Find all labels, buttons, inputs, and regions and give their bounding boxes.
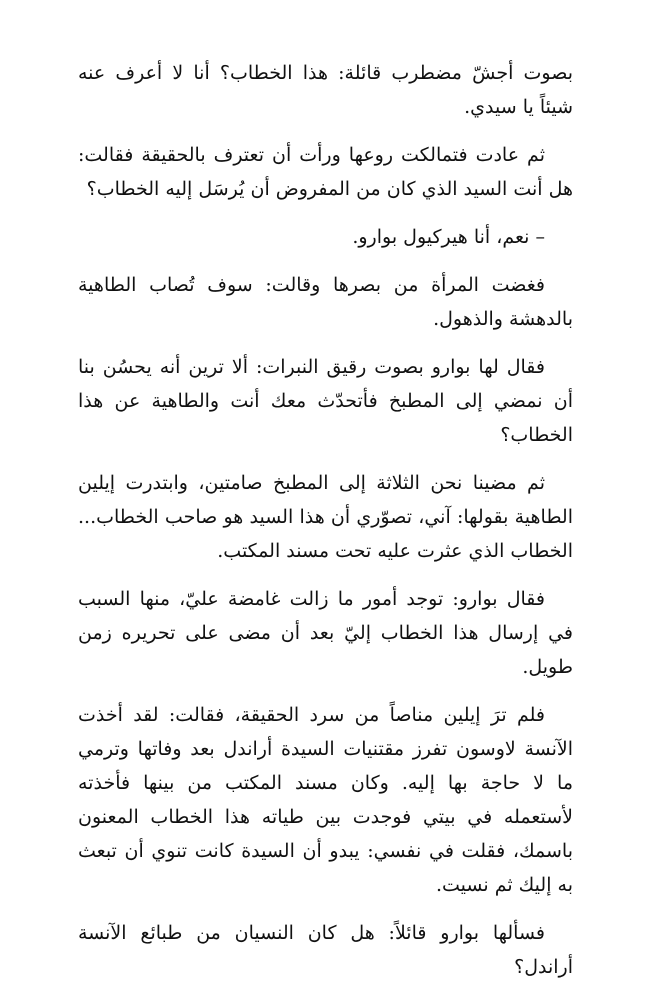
paragraph-4: فغضت المرأة من بصرها وقالت: سوف تُصاب الطاهية بالدهشة والذهول. (78, 274, 573, 330)
paragraph-5: فقال لها بوارو بصوت رقيق النبرات: ألا ترين أنه يحسُن بنا أن نمضي إلى المطبخ فأتحدّث معك أنت والطاهية عن هذا الخطاب؟ (78, 356, 573, 446)
paragraph-2: ثم عادت فتمالكت روعها ورأت أن تعترف بالحقيقة فقالت: هل أنت السيد الذي كان من المفروض أن يُرسَل إليه الخطاب؟ (78, 144, 573, 200)
paragraph-8: فلم ترَ إيلين مناصاً من سرد الحقيقة، فقالت: لقد أخذت الآنسة لاوسون تفرز مقتنيات السيدة أراندل بعد وفاتها وترمي ما لا حاجة بها إليه. وكان مسند المكتب من بينها فأخذته لأستعمله في بيتي فوجدت بين طياته هذا الخطاب المعنون باسمك، فقلت في نفسي: يبدو أن السيدة كانت تنوي أن تبعث به إليك ثم نسيت. (78, 704, 573, 896)
paragraph-9: فسألها بوارو قائلاً: هل كان النسيان من طبائع الآنسة أراندل؟ (78, 922, 573, 978)
paragraph-6: ثم مضينا نحن الثلاثة إلى المطبخ صامتين، وابتدرت إيلين الطاهية بقولها: آني، تصوّري أن هذا السيد هو صاحب الخطاب... الخطاب الذي عثرت عليه تحت مسند المكتب. (78, 472, 573, 562)
paragraph-7: فقال بوارو: توجد أمور ما زالت غامضة عليّ، منها السبب في إرسال هذا الخطاب إليّ بعد أن مضى على تحريره زمن طويل. (78, 588, 573, 678)
paragraph-3: – نعم، أنا هيركيول بوارو. (352, 226, 545, 248)
paragraph-1: بصوت أجشّ مضطرب قائلة: هذا الخطاب؟ أنا لا أعرف عنه شيئاً يا سيدي. (78, 62, 573, 118)
